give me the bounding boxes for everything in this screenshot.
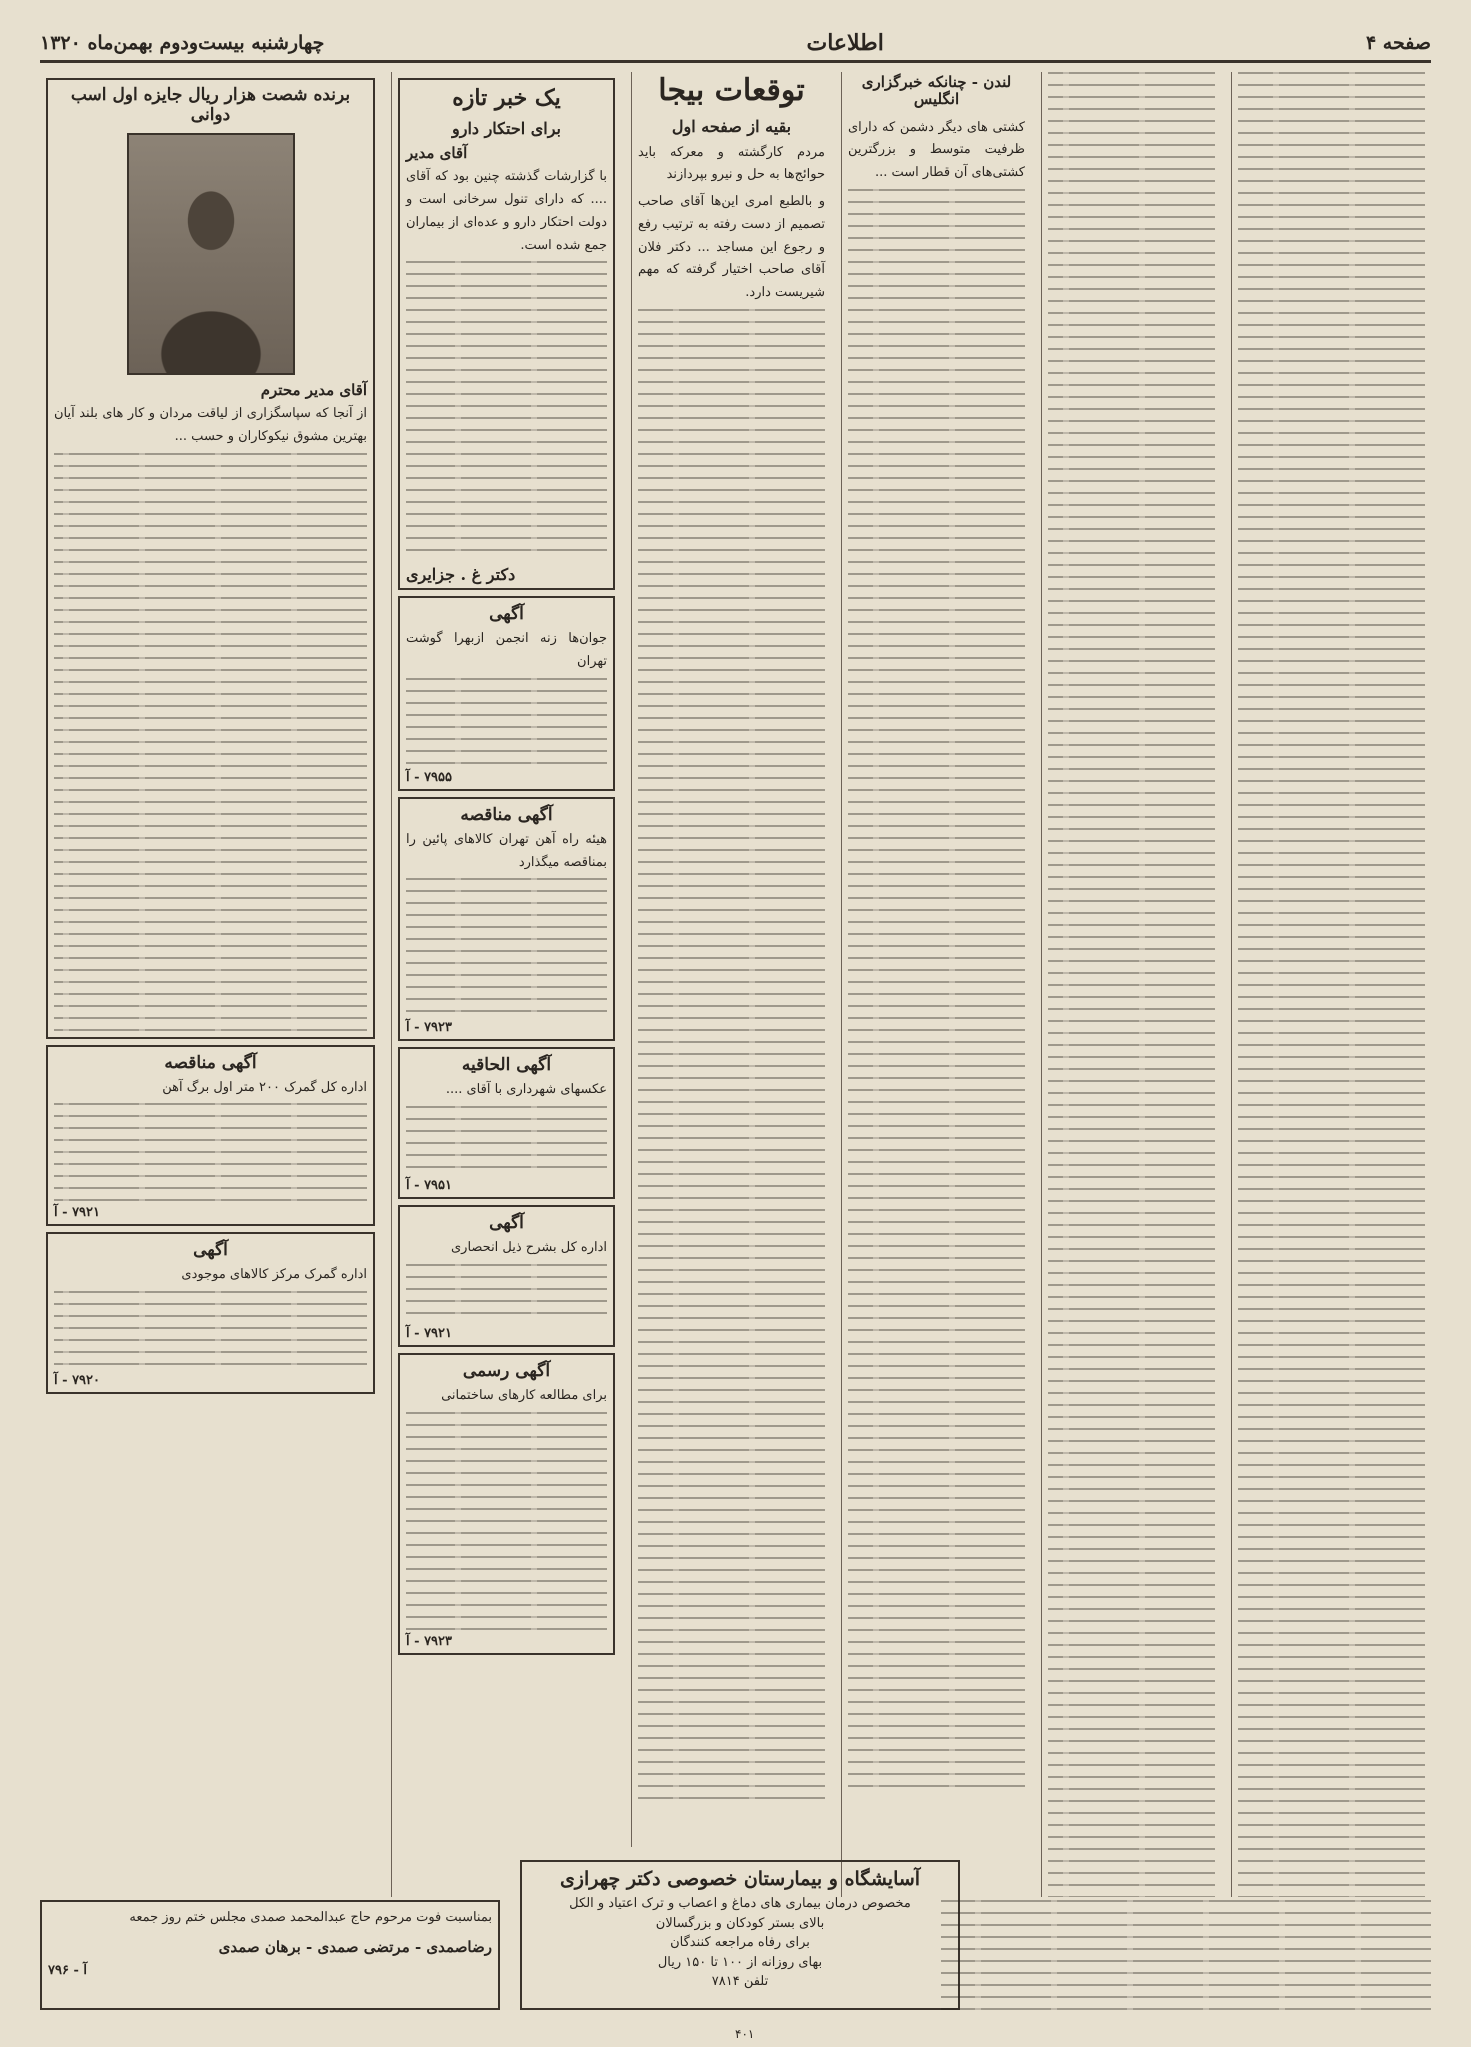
condolence-notice xyxy=(40,1900,500,2010)
main-article-column xyxy=(631,72,831,1847)
text-block xyxy=(54,453,367,1033)
hospital-line-4: بهای روزانه از ۱۰۰ تا ۱۵۰ ریال xyxy=(657,1954,823,1970)
text-block xyxy=(406,678,607,768)
notice-4-code: ۷۹۲۱ - آ xyxy=(406,1325,452,1341)
hospital-line-5: تلفن ۷۸۱۴ xyxy=(711,1974,769,1989)
notice-4-body: اداره کل بشرح ذیل انحصاری xyxy=(450,1240,607,1256)
notice-2-body: هیئه راه آهن تهران کالاهای پائین را بمناقصه میگذارد xyxy=(406,831,607,870)
notice-5-body: برای مطالعه کارهای ساختمانی xyxy=(441,1387,607,1403)
news-column xyxy=(391,72,621,1897)
main-headline: توقعات بیجا xyxy=(658,73,805,108)
condolence-names: رضاصمدی - مرتضی صمدی - برهان صمدی xyxy=(218,1937,492,1956)
text-block xyxy=(54,1103,367,1203)
news-signature: دکتر غ . جزایری xyxy=(406,565,516,585)
main-subhead: بقیه از صفحه اول xyxy=(671,116,792,136)
text-block xyxy=(406,1264,607,1324)
notice-6-body: اداره کل گمرک ۲۰۰ متر اول برگ آهن xyxy=(162,1079,367,1095)
notice-7-title: آگهی xyxy=(193,1240,228,1261)
notice-1-code: ۷۹۵۵ - آ xyxy=(406,769,452,785)
notice-1-title: آگهی xyxy=(489,604,524,625)
text-block xyxy=(1048,72,1215,1897)
notice-5 xyxy=(398,1353,615,1655)
text-block xyxy=(406,1412,607,1632)
text-block xyxy=(54,1291,367,1371)
prize-greeting: آقای مدیر محترم xyxy=(260,381,367,400)
hospital-line-2: بالای بستر کودکان و بزرگسالان xyxy=(655,1915,825,1931)
portrait-photo xyxy=(127,133,295,375)
condolence-code: آ - ۷۹۶ xyxy=(48,1962,88,1978)
bottom-right-text xyxy=(941,1900,1431,2010)
footer-page-number: ۴۰۱ xyxy=(735,2027,755,2041)
hospital-line-1: مخصوص درمان بیماری های دماغ و اعصاب و ترک اعتیاد و الکل xyxy=(569,1896,911,1911)
text-block xyxy=(406,1106,607,1176)
page-number: صفحه ۴ xyxy=(1365,32,1431,54)
notice-6 xyxy=(46,1045,375,1227)
main-body: و بالطبع امری این‌ها آقای صاحب تصمیم از دست رفته به ترتیب رفع و رجوع این مساجد ... دکتر فلان آقای صاحب اختیار گرفته که مهم شیریست دارد. xyxy=(638,194,825,300)
notice-2-code: ۷۹۲۳ - آ xyxy=(406,1020,452,1036)
prize-column xyxy=(40,72,381,1897)
prize-headline: برنده شصت هزار ریال جایزه اول اسب دوانی xyxy=(70,85,351,125)
notice-7-body: اداره گمرک مرکز کالاهای موجودی xyxy=(181,1267,367,1283)
notice-3 xyxy=(398,1047,615,1199)
text-block xyxy=(1238,72,1425,1897)
notice-5-title: آگهی رسمی xyxy=(462,1360,551,1381)
masthead: اطلاعات xyxy=(806,30,884,56)
main-lead: مردم کارگشته و معرکه باید حوائج‌ها به حل و نیرو بپردازند xyxy=(638,144,825,183)
notice-4 xyxy=(398,1205,615,1347)
notice-1-body: جوان‌ها زنه انجمن ازبهرا گوشت تهران xyxy=(406,631,607,670)
hospital-line-3: برای رفاه مراجعه کنندگان xyxy=(670,1935,810,1950)
notice-2 xyxy=(398,797,615,1042)
news-headline: یک خبر تازه xyxy=(452,85,561,111)
page-header xyxy=(40,26,1431,63)
issue-date: چهارشنبه بیست‌ودوم بهمن‌ماه ۱۳۲۰ xyxy=(40,32,325,54)
column-2 xyxy=(1041,72,1221,1897)
news-byline: آقای مدیر xyxy=(406,144,468,163)
text-block xyxy=(848,189,1025,1789)
news-subhead: برای احتکار دارو xyxy=(451,119,561,139)
news-body: با گزارشات گذشته چنین بود که آقای .... که دارای تنول سرخانی است و دولت احتکار دارو و عده‌ای از بیماران جمع شده است. xyxy=(406,169,607,253)
notice-6-title: آگهی مناقصه xyxy=(164,1052,257,1073)
notice-3-title: آگهی الحاقیه xyxy=(461,1055,552,1076)
notice-7 xyxy=(46,1232,375,1394)
text-block xyxy=(406,261,607,561)
notice-7-code: ۷۹۲۰ - آ xyxy=(54,1373,100,1389)
condolence-text: بمناسبت فوت مرحوم حاج عبدالمحمد صمدی مجلس ختم روز جمعه xyxy=(129,1910,492,1925)
text-block xyxy=(638,309,825,1809)
notice-2-title: آگهی مناقصه xyxy=(460,804,553,825)
war-news-headline: لندن - چنانکه خبرگزاری انگلیس xyxy=(861,73,1012,109)
notice-4-title: آگهی xyxy=(489,1213,524,1234)
notice-5-code: ۷۹۲۳ - آ xyxy=(406,1633,452,1649)
war-news-body: کشتی های دیگر دشمن که دارای ظرفیت متوسط و بزرگترین کشتی‌های آن قطار است ... xyxy=(848,119,1025,180)
news-box xyxy=(398,78,615,590)
column-1 xyxy=(1231,72,1431,1897)
hospital-title: آسایشگاه و بیمارستان خصوصی دکتر چهرازی xyxy=(559,1868,921,1890)
prize-body: از آنجا که سپاسگزاری از لیاقت مردان و کار های بلند آیان بهترین مشوق نیکوکاران و حسب ... xyxy=(54,406,367,444)
notice-3-code: ۷۹۵۱ - آ xyxy=(406,1178,452,1194)
prize-box xyxy=(46,78,375,1039)
text-block xyxy=(406,878,607,1018)
notice-6-code: ۷۹۲۱ - آ xyxy=(54,1205,100,1221)
notice-3-body: عکسهای شهرداری با آقای .... xyxy=(445,1082,607,1098)
war-news-column xyxy=(841,72,1031,1897)
hospital-ad xyxy=(520,1860,960,2010)
text-block xyxy=(941,1900,1431,2010)
notice-1 xyxy=(398,596,615,791)
